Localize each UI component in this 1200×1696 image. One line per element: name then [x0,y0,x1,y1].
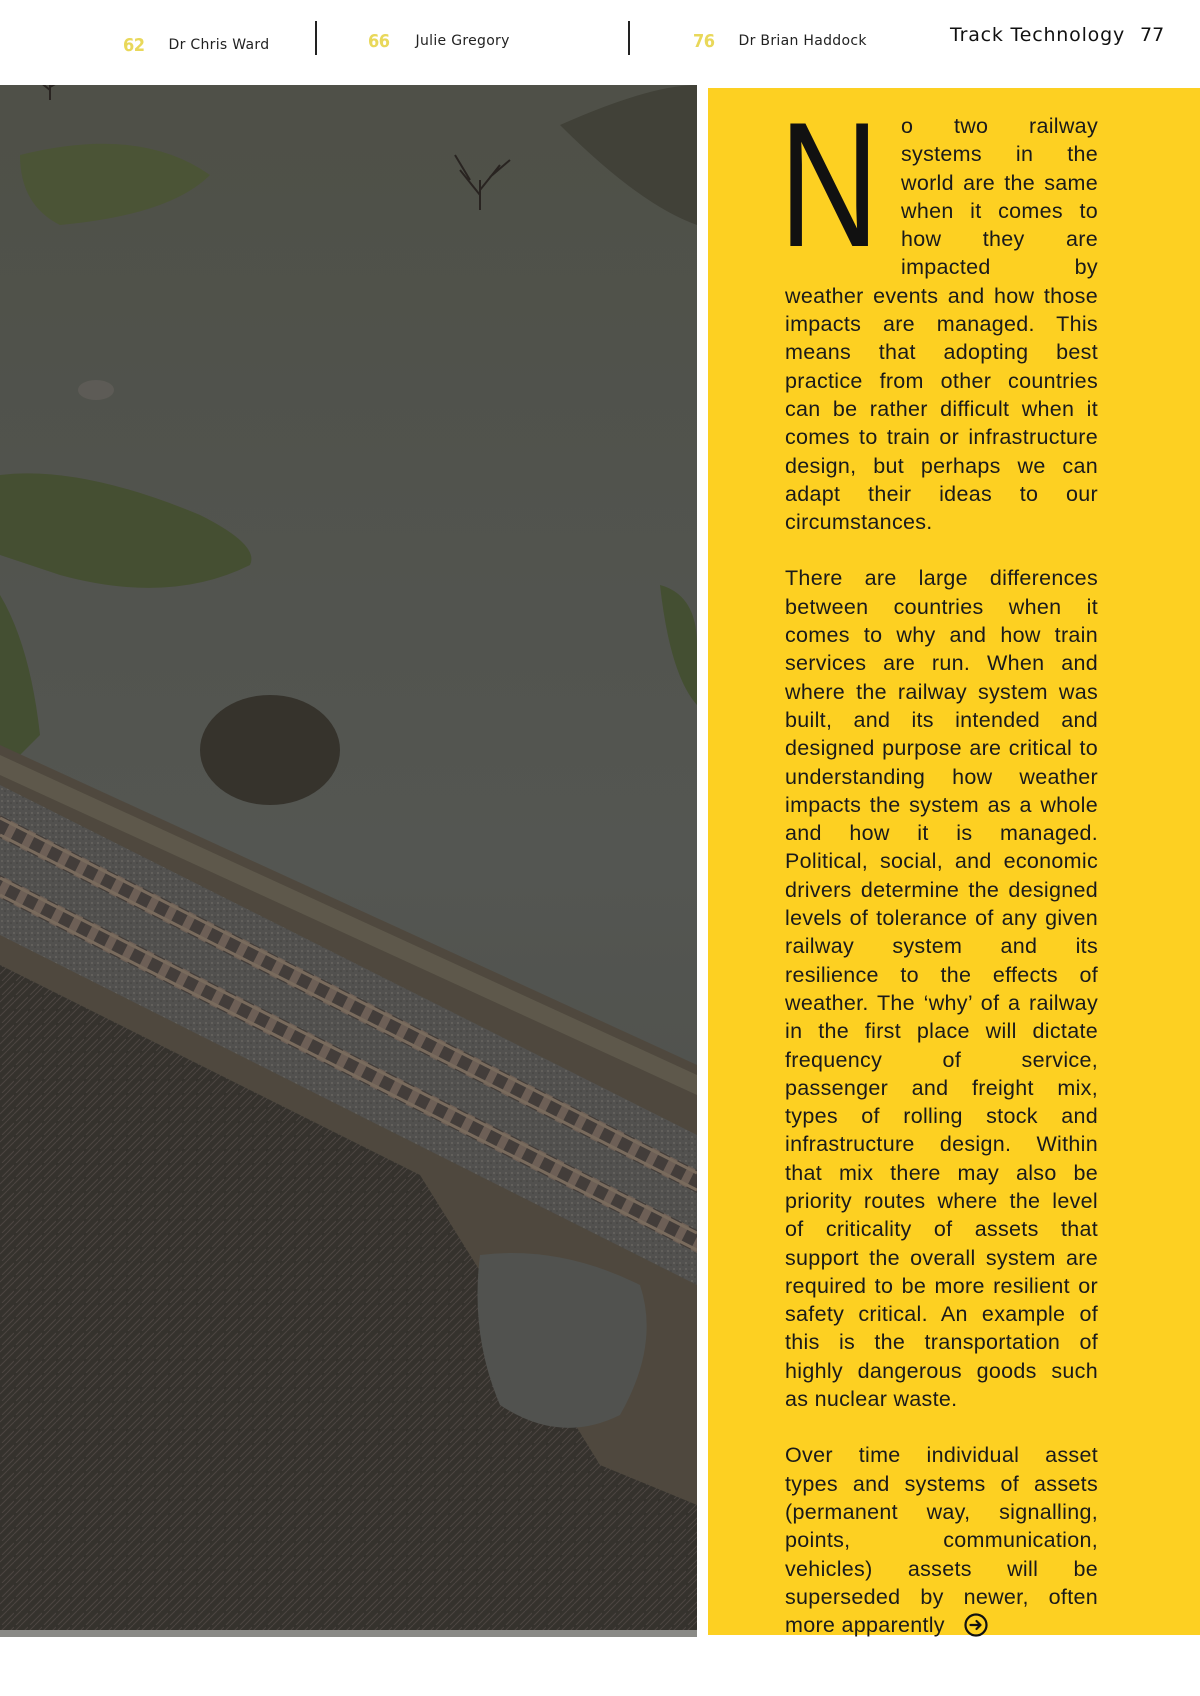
nav-page-number: 66 [368,30,390,52]
nav-page-number: 76 [693,30,715,52]
nav-link-chris-ward[interactable] [123,30,269,60]
page-number: 77 [1140,24,1165,46]
article-body [779,85,1098,1639]
drop-cap: N [779,85,880,284]
nav-divider [628,21,630,55]
nav-author-name: Julie Gregory [415,33,510,49]
nav-divider [315,21,317,55]
paragraph-text: Over time individual asset types and systems of assets (permanent way, signalling, points, communication, vehicles) assets will be superseded by newer, often more apparently [785,1443,1098,1638]
article-paragraph [785,1441,1098,1639]
nav-page-number: 62 [123,34,145,56]
section-title: Track Technology [950,24,1125,46]
flooded-railway-photo [0,85,697,1637]
paragraph-text: o two railway systems in the world are the same when it comes to how they are impacted by weather events and how those impacts are managed. This means that adopting best practice from other countries can be rather difficult when it comes to train or infrastructure design, but perhaps we can adapt their ideas to our circumstances. [785,114,1098,535]
nav-link-julie-gregory[interactable] [368,26,510,56]
nav-author-name: Dr Brian Haddock [738,33,867,49]
arrow-right-circle-icon[interactable] [963,1612,989,1638]
article-paragraph: There are large differences between countries when it comes to why and how train services are run. When and where the railway system was built, and its intended and designed purpose are critical to understanding how weather impacts the system as a whole and how it is managed. Political, social, and economic drivers determine the designed levels of tolerance of any given railway system and its resilience to the effects of weather. The ‘why’ of a railway in the first place will dictate frequency of service, passenger and freight mix, types of rolling stock and infrastructure design. Within that mix there may also be priority routes where the level of criticality of assets that support the overall system are required to be more resilient or safety critical. An example of this is the transportation of highly dangerous goods such as nuclear waste. [785,566,1098,1412]
article-paragraph [779,85,1098,536]
nav-link-brian-haddock[interactable] [693,26,867,56]
nav-author-name: Dr Chris Ward [168,37,270,53]
